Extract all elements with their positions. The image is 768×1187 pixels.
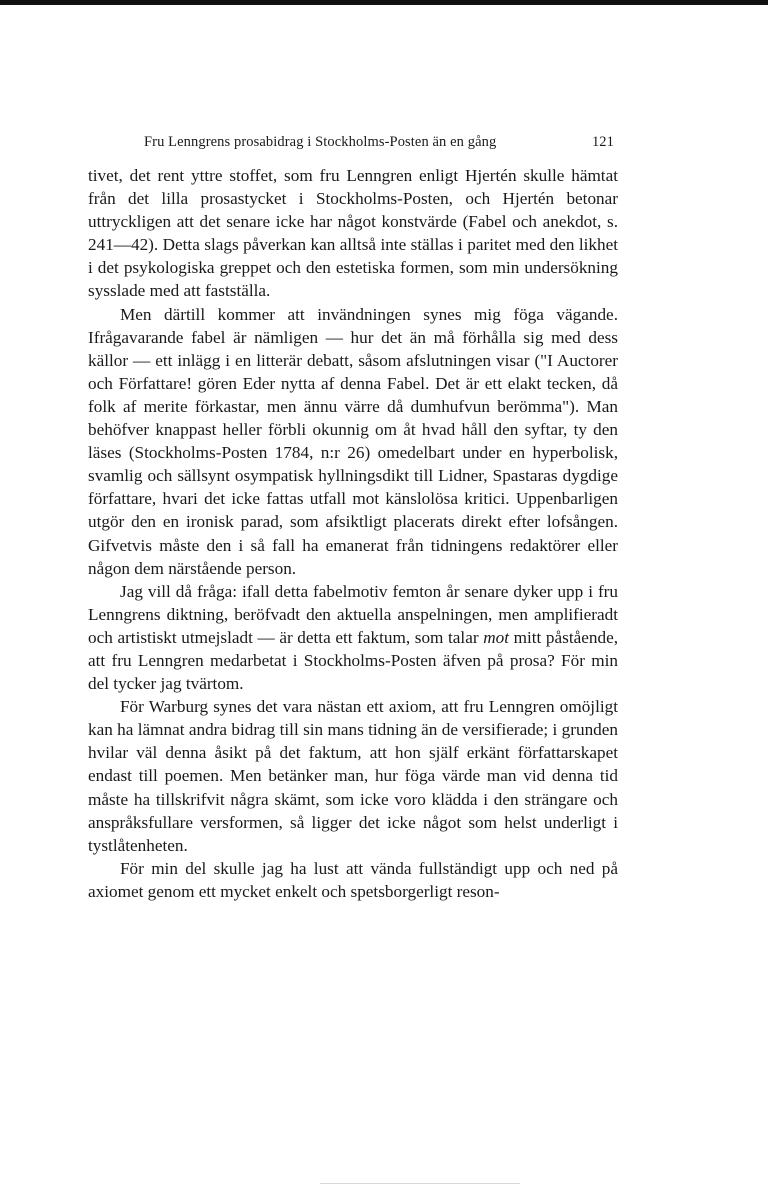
paragraph-2: Men därtill kommer att invändningen synes mig föga vägande. Ifrågavarande fabel är nämligen — hur det än må förhålla sig med dess källor — ett inlägg i en litterär debatt, såsom afslutningen visar ("I Auctorer och Författare! gören Eder nytta af denna Fabel. Det är ett elakt tecken, då folk af merite förkastar, men ännu värre då dumhufvun berömma"). Man behöfver knappast heller förbli okunnig om åt hvad håll den syftar, ty den läses (Stockholms-Posten 1784, n:r 26) omedelbart under en hyperbolisk, svamlig och sällsynt osympatisk hyllningsdikt till Lidner, Spastaras dygdige författare, hvari det icke fattas utfall mot känslolösa kritici. Uppenbarligen utgör den en ironisk parad, som afsiktligt placerats direkt efter lofsången. Gifvetvis måste den i så fall ha emanerat från tidningens redaktörer eller någon dem närstående person. <box>88 304 618 578</box>
paragraph-4: För Warburg synes det vara nästan ett axiom, att fru Lenngren omöjligt kan ha lämnat andra bidrag till sin mans tidning än de versifierade; i grunden hvilar väl denna åsikt på det faktum, att hon själf erkänt författarskapet endast till poemen. Men betänker man, hur föga värde man vid denna tid måste ha tillskrifvit några skämt, som icke voro klädda i den strängare och anspråksfullare versformen, så ligger det icke något som helst underligt i tystlåtenheten. <box>88 697 618 855</box>
paragraph-3-part-b: mitt påstående, att fru Lenngren medarbetat i Stockholms-Posten äfven på prosa? För min del tycker jag tvärtom. <box>88 627 618 694</box>
paragraph-3-part-a: Jag vill då fråga: ifall detta fabelmotiv femton år senare dyker upp i fru Lenngrens diktning, beröfvadt den aktuella anspelningen, men amplifieradt och artistiskt utmejsladt — är detta ett faktum, som talar <box>88 581 618 647</box>
paragraph-3 <box>88 580 618 695</box>
body-text <box>88 164 618 903</box>
running-title: Fru Lenngrens prosabidrag i Stockholms-Posten än en gång <box>144 134 497 150</box>
page-top-border <box>0 0 768 5</box>
running-header <box>88 128 618 152</box>
book-page <box>88 128 618 903</box>
bottom-scan-line <box>320 1183 520 1184</box>
paragraph-1: tivet, det rent yttre stoffet, som fru Lenngren enligt Hjertén skulle hämtat från det lilla prosastycket i Stockholms-Posten, och Hjertén betonar uttryckligen att det senare icke har något konstvärde (Fabel och anekdot, s. 241—42). Detta slags påverkan kan alltså inte ställas i paritet med den likhet i det psykologiska greppet och den estetiska formen, som min undersökning sysslade med att fastställa. <box>88 166 618 301</box>
paragraph-5: För min del skulle jag ha lust att vända fullständigt upp och ned på axiomet genom ett mycket enkelt och spetsborgerligt reson- <box>88 858 618 901</box>
page-number: 121 <box>591 134 614 150</box>
paragraph-3-emphasis: mot <box>483 627 509 647</box>
